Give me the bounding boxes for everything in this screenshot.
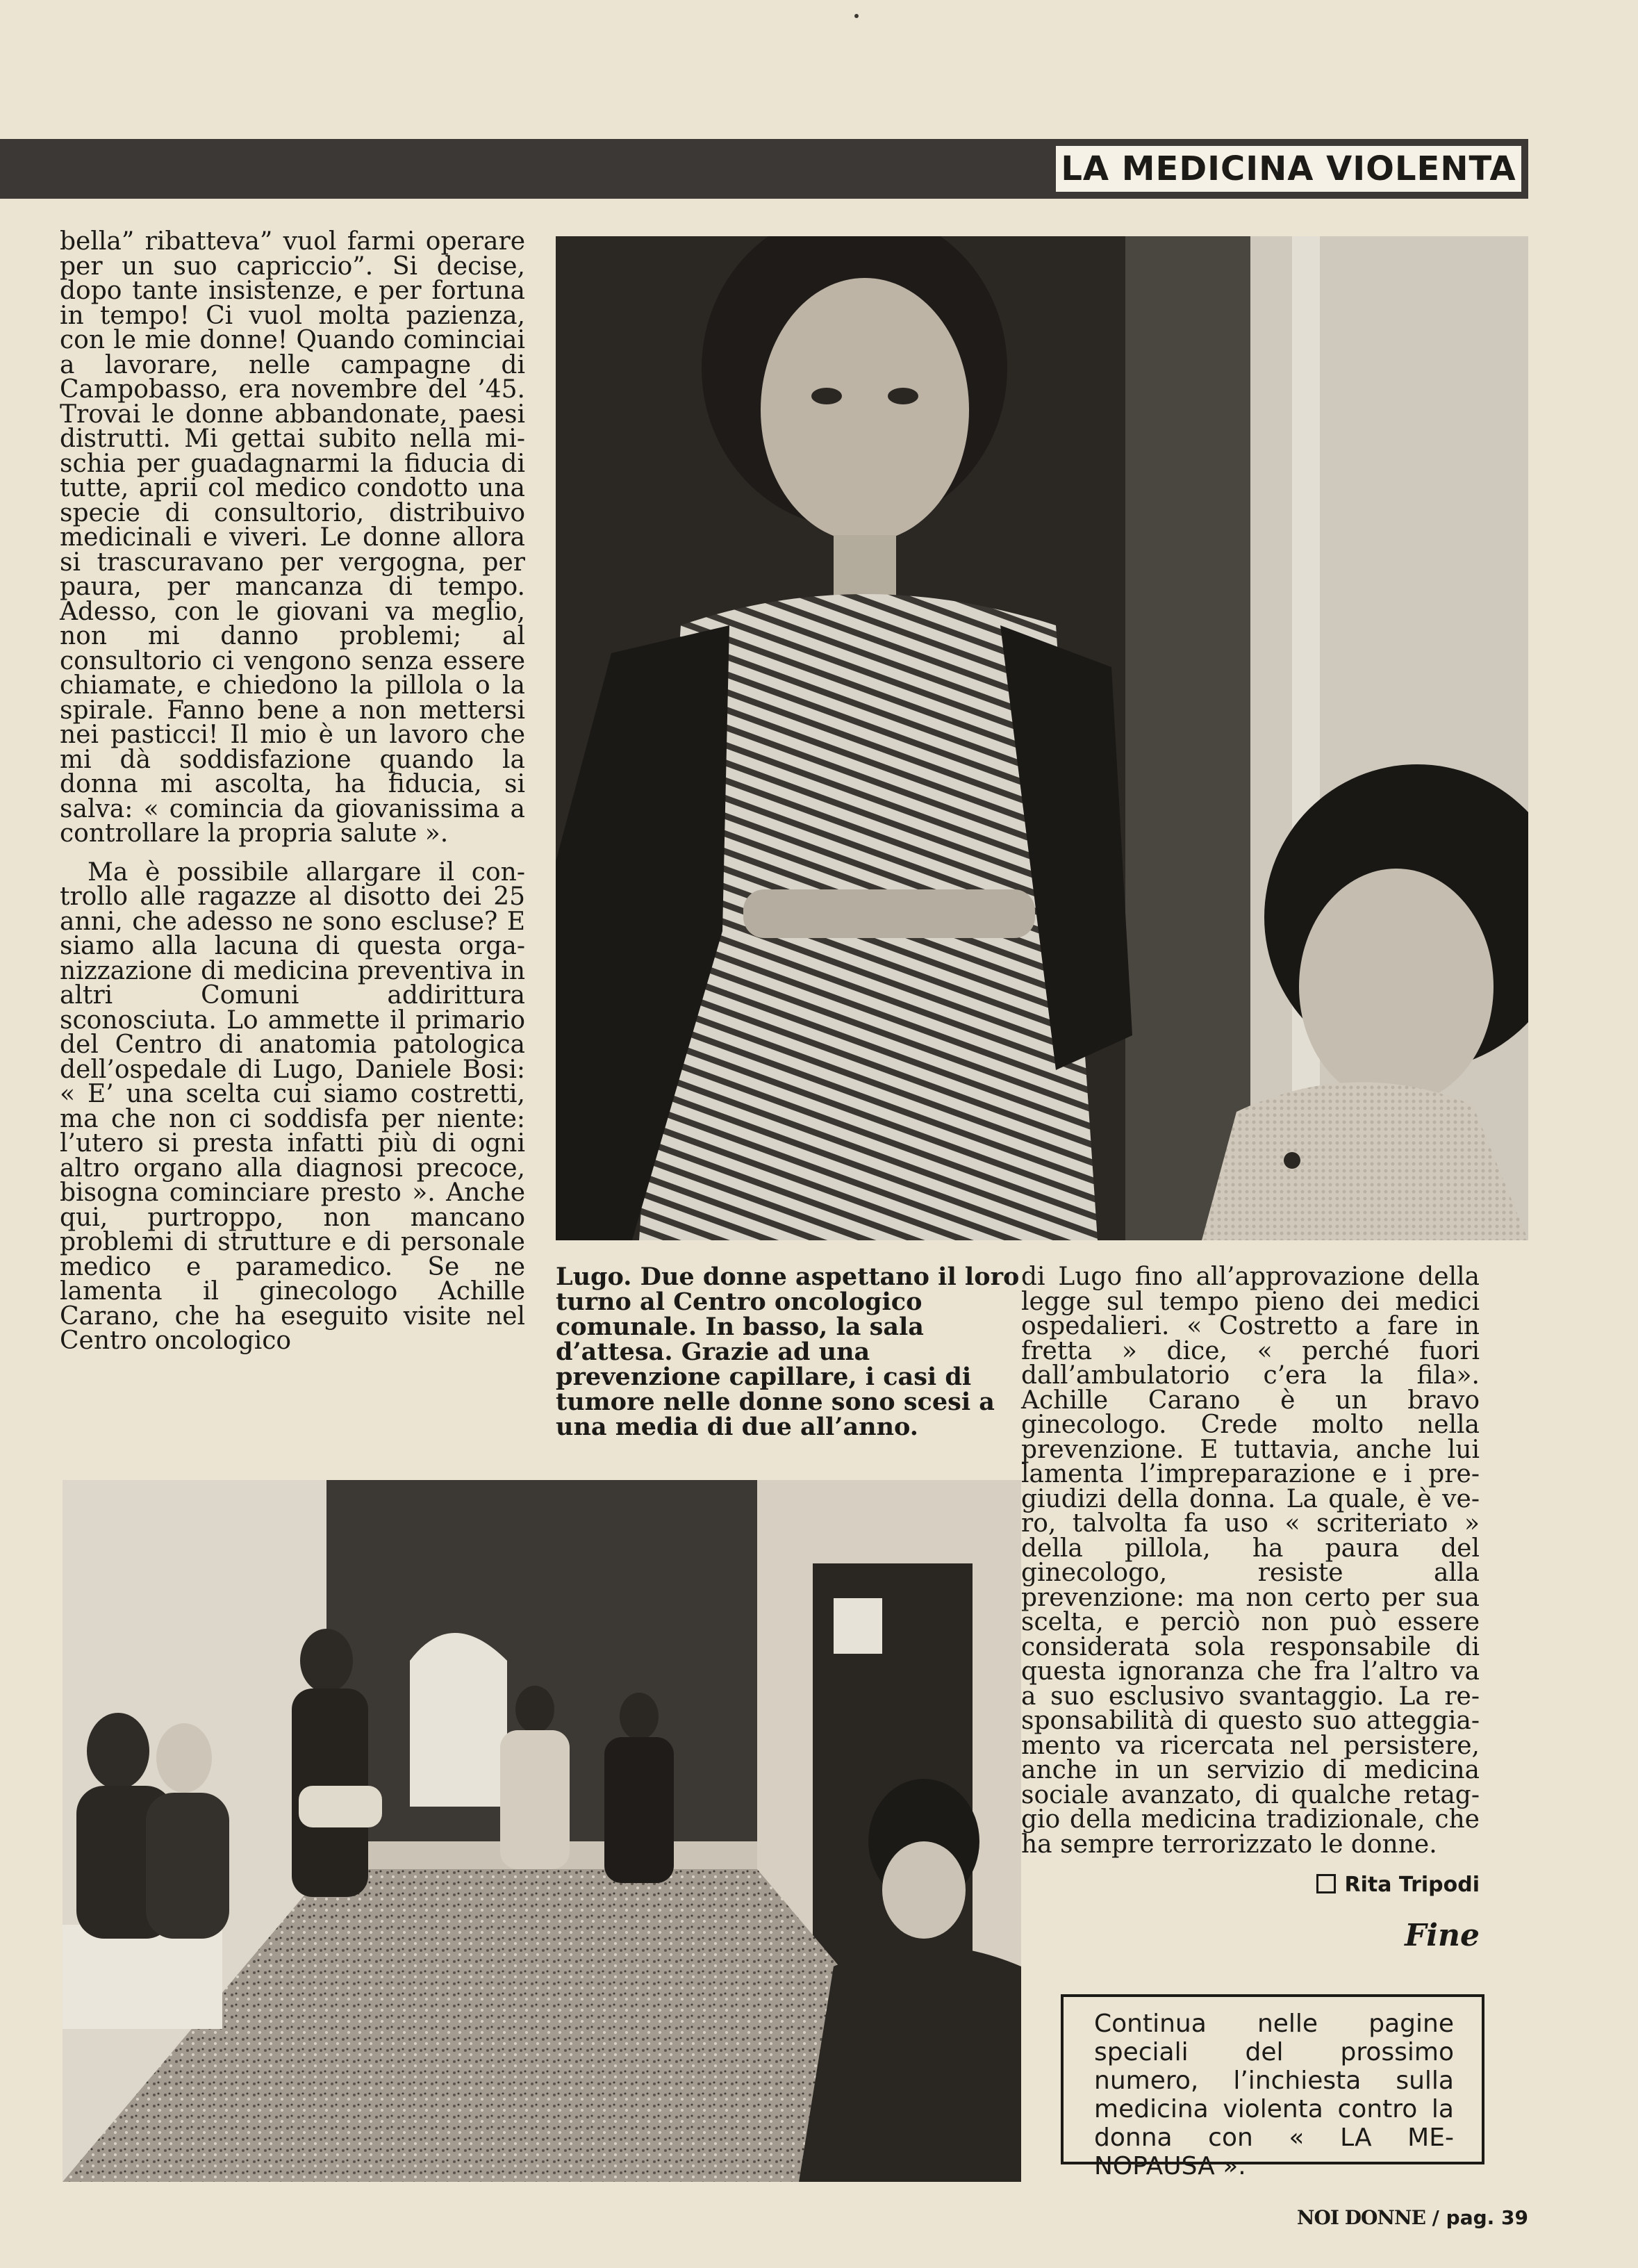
- author-byline: [1021, 1873, 1480, 1897]
- end-mark: Fine: [1405, 1918, 1480, 1953]
- page-footer: [1264, 2206, 1528, 2229]
- portrait-photo: [556, 236, 1528, 1240]
- magazine-name: NOI DONNE: [1296, 2206, 1425, 2229]
- print-speck: [854, 14, 859, 18]
- portrait-photo-image: [556, 236, 1528, 1240]
- article-paragraph: bella” ribatteva” vuol farmi operare per un suo capriccio”. Si decise, dopo tante insistenze, e per fortuna in tempo! Ci vuol molta pazienza, con le mie donne! Quando cominciai a lavorare, nelle campagne di Campobasso, era novembre del ’45. Trovai le donne abbandonate, paesi distrutti. Mi gettai subito nella mischia per guadagnarmi la fiducia di tutte, aprii col medico condotto una specie di consultorio, distribuivo medicinali e viveri. Le donne allora si trascuravano per vergogna, per paura, per mancanza di tempo. Adesso, con le giovani va meglio, non mi danno problemi; al consultorio ci vengono senza essere chiamate, e chiedono la pillola o la spirale. Fanno bene a non mettersi nei pasticci! Il mio è un lavoro che mi dà soddisfazione quando la donna mi ascolta, ha fiducia, si salva: « comincia da giovanissima a controllare la propria salute ».: [60, 227, 525, 848]
- footer-separator: /: [1432, 2206, 1439, 2229]
- waiting-room-photo-image: [63, 1480, 1021, 2182]
- square-bullet-icon: [1316, 1874, 1336, 1893]
- article-column-right: [1021, 1265, 1480, 1857]
- article-paragraph: di Lugo fino all’approvazione della legge sul tempo pieno dei medici ospedalieri. « Costretto a fare in fretta » dice, « perché fuori dall’ambulatorio c’era la fila». Achille Carano è un bravo ginecologo. Crede molto nella prevenzione. E tuttavia, anche lui lamenta l’impreparazione e i pregiudizi della donna. La quale, è vero, talvolta fa uso « scriteriato » della pillola, ha paura del ginecologo, resiste alla prevenzione: ma non certo per sua scelta, e perciò non può essere considerata sola responsabile di questa ignoranza che fra l’altro va a suo esclusivo svantaggio. La responsabilità di questo suo atteggiamento va ricercata nel persistere, anche in un servizio di medicina sociale avanzato, di qualche retaggio della medicina tradizionale, che ha sempre terrorizzato le donne.: [1021, 1263, 1480, 1859]
- article-paragraph: Ma è possibile allargare il controllo alle ragazze al disotto dei 25 anni, che adesso ne sono escluse? E siamo alla lacuna di questa organizzazione di medicina preventiva in altri Comuni addirittura sconosciuta. Lo ammette il primario del Centro di anatomia patologica dell’ospedale di Lugo, Daniele Bosi: « E’ una scelta cui siamo costretti, ma che non ci soddisfa per niente: l’utero si presta infatti più di ogni altro organo alla diagnosi precoce, bisogna cominciare presto ». Anche qui, purtroppo, non mancano problemi di strutture e di personale medico e paramedico. Se ne lamenta il ginecologo Achille Carano, che ha eseguito visite nel Centro oncologico: [60, 857, 525, 1355]
- photo-caption: Lugo. Due donne aspettano il loro turno al Centro oncologico comunale. In basso, la sala d’attesa. Grazie ad una prevenzione capillare, i casi di tumore nelle donne sono scesi a una media di due all’anno.: [556, 1263, 1020, 1441]
- section-title: LA MEDICINA VIOLENTA: [1056, 146, 1521, 192]
- author-name: Rita Tripodi: [1344, 1873, 1480, 1897]
- page-number: pag. 39: [1446, 2206, 1528, 2229]
- article-column-left: [60, 229, 525, 1354]
- continuation-notice: Continua nelle pagine speciali del prossimo numero, l’inchiesta sulla medicina violenta contro la donna con « LA MENOPAUSA ».: [1061, 1994, 1484, 2164]
- waiting-room-photo: [63, 1480, 1021, 2182]
